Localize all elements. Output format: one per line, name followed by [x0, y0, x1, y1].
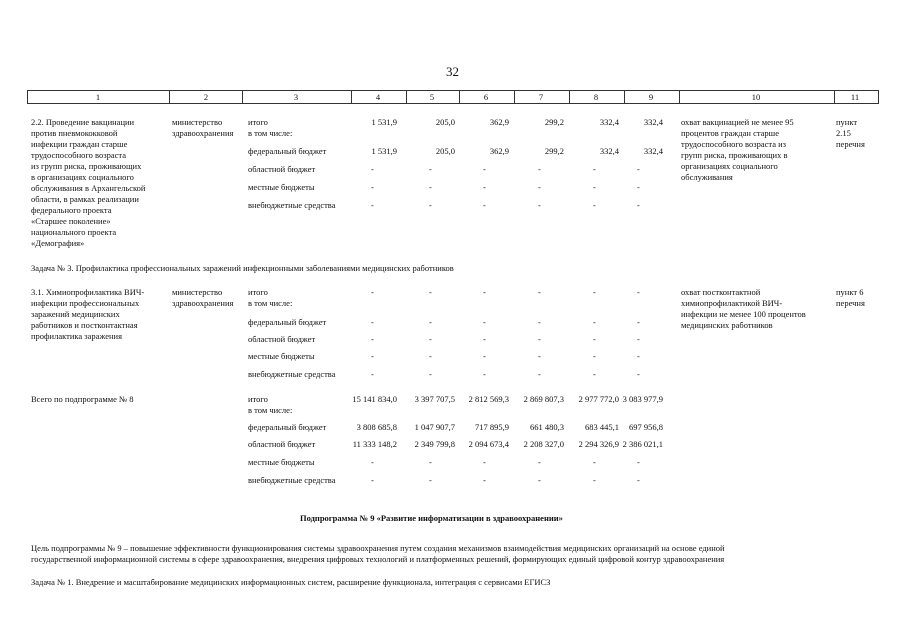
amount-cell: 332,4	[599, 117, 619, 127]
amount-cell: -	[538, 317, 541, 327]
amount-cell: -	[637, 475, 640, 485]
amount-cell: -	[371, 369, 374, 379]
col-number-5: 5	[429, 92, 435, 102]
amount-cell: 717 895,9	[475, 422, 509, 432]
amount-cell: -	[371, 334, 374, 344]
amount-cell: 299,2	[544, 146, 564, 156]
amount-cell: -	[593, 182, 596, 192]
amount-cell: -	[429, 334, 432, 344]
row-3-1-source-extra: внебюджетные средства	[248, 369, 336, 379]
amount-cell: -	[538, 164, 541, 174]
table-header-row	[27, 90, 879, 104]
amount-cell: -	[538, 457, 541, 467]
amount-cell: -	[538, 475, 541, 485]
row-2-2-source-total: итого в том числе:	[248, 117, 293, 138]
amount-cell: -	[483, 351, 486, 361]
amount-cell: -	[429, 287, 432, 297]
row-3-1-executor: министерство здравоохранения	[172, 287, 234, 308]
amount-cell: 2 977 772,0	[578, 394, 619, 404]
total-source-federal: федеральный бюджет	[248, 422, 327, 432]
row-2-2-source-federal: федеральный бюджет	[248, 146, 327, 156]
amount-cell: 205,0	[435, 146, 455, 156]
amount-cell: 661 480,3	[530, 422, 564, 432]
amount-cell: -	[538, 334, 541, 344]
amount-cell: -	[429, 200, 432, 210]
subprogram-8-total-label: Всего по подпрограмме № 8	[31, 394, 134, 404]
amount-cell: -	[593, 164, 596, 174]
amount-cell: -	[429, 317, 432, 327]
amount-cell: -	[637, 287, 640, 297]
amount-cell: 3 808 685,8	[356, 422, 397, 432]
amount-cell: -	[538, 287, 541, 297]
amount-cell: -	[483, 334, 486, 344]
total-source-extra: внебюджетные средства	[248, 475, 336, 485]
amount-cell: -	[371, 475, 374, 485]
amount-cell: -	[538, 369, 541, 379]
row-2-2-executor: министерство здравоохранения	[172, 117, 234, 138]
row-3-1-name: 3.1. Химиопрофилактика ВИЧ- инфекции профессиональных заражений медицинских работников и постконтактная профилактика заражения	[31, 287, 145, 341]
amount-cell: -	[593, 457, 596, 467]
amount-cell: -	[429, 457, 432, 467]
amount-cell: -	[429, 351, 432, 361]
task-3-heading: Задача № 3. Профилактика профессиональных заражений инфекционными заболеваниями медицинских работников	[31, 263, 454, 273]
amount-cell: 11 333 148,2	[352, 439, 397, 449]
row-3-1-source-regional: областной бюджет	[248, 334, 316, 344]
amount-cell: -	[637, 317, 640, 327]
row-3-1-result: охват постконтактной химиопрофилактикой ВИЧ- инфекции не менее 100 процентов медицинских работников	[681, 287, 806, 330]
amount-cell: 205,0	[435, 117, 455, 127]
col-number-9: 9	[648, 92, 654, 102]
amount-cell: -	[637, 164, 640, 174]
col-number-11: 11	[850, 92, 860, 102]
amount-cell: -	[483, 369, 486, 379]
amount-cell: -	[593, 475, 596, 485]
amount-cell: -	[593, 200, 596, 210]
row-2-2-source-extra: внебюджетные средства	[248, 200, 336, 210]
amount-cell: 683 445,1	[585, 422, 619, 432]
total-source-total: итого в том числе:	[248, 394, 293, 415]
amount-cell: -	[483, 200, 486, 210]
amount-cell: -	[637, 200, 640, 210]
col-number-3: 3	[293, 92, 299, 102]
row-2-2-source-regional: областной бюджет	[248, 164, 316, 174]
amount-cell: -	[371, 351, 374, 361]
row-3-1-reference: пункт 6 перечня	[836, 287, 865, 308]
amount-cell: 3 083 977,9	[622, 394, 663, 404]
amount-cell: -	[371, 164, 374, 174]
amount-cell: 362,9	[489, 117, 509, 127]
subprogram-9-goal: Цель подпрограммы № 9 – повышение эффективности функционирования системы здравоохранения путем создания механизмов взаимодействия медицинских организаций на основе единой государственной информационной системы в сфере здравоохранения, внедрения цифровых технологий и платформенных решений, формирующих единый цифровой контур здравоохранения	[31, 543, 725, 564]
amount-cell: -	[429, 369, 432, 379]
row-3-1-source-total: итого в том числе:	[248, 287, 293, 308]
amount-cell: 3 397 707,5	[414, 394, 455, 404]
amount-cell: 1 531,9	[371, 146, 397, 156]
row-3-1-source-local: местные бюджеты	[248, 351, 315, 361]
amount-cell: 2 349 799,8	[414, 439, 455, 449]
amount-cell: -	[429, 182, 432, 192]
amount-cell: -	[637, 369, 640, 379]
amount-cell: 332,4	[643, 146, 663, 156]
col-number-2: 2	[203, 92, 209, 102]
row-2-2-reference: пункт 2.15 перечня	[836, 117, 865, 149]
amount-cell: -	[371, 457, 374, 467]
amount-cell: 697 956,8	[629, 422, 663, 432]
subprogram-9-task-1: Задача № 1. Внедрение и масштабирование медицинских информационных систем, расширение функционала, интеграция с сервисами ЕГИСЗ	[31, 577, 551, 587]
row-2-2-result: охват вакцинацией не менее 95 процентов граждан старше трудоспособного возраста из групп риска, проживающих в организациях социального обслуживания	[681, 117, 794, 182]
amount-cell: 2 869 807,3	[523, 394, 564, 404]
amount-cell: 1 047 907,7	[414, 422, 455, 432]
amount-cell: -	[483, 457, 486, 467]
amount-cell: -	[538, 351, 541, 361]
amount-cell: -	[483, 182, 486, 192]
amount-cell: -	[593, 334, 596, 344]
amount-cell: 2 094 673,4	[468, 439, 509, 449]
amount-cell: 2 812 569,3	[468, 394, 509, 404]
amount-cell: 332,4	[643, 117, 663, 127]
amount-cell: -	[371, 317, 374, 327]
amount-cell: -	[593, 287, 596, 297]
amount-cell: -	[371, 182, 374, 192]
amount-cell: -	[429, 164, 432, 174]
subprogram-9-title: Подпрограмма № 9 «Развитие информатизации в здравоохранении»	[300, 513, 563, 523]
row-2-2-source-local: местные бюджеты	[248, 182, 315, 192]
page-number: 32	[446, 64, 459, 79]
col-number-6: 6	[483, 92, 489, 102]
amount-cell: -	[483, 475, 486, 485]
col-number-1: 1	[95, 92, 101, 102]
amount-cell: -	[483, 287, 486, 297]
col-number-8: 8	[593, 92, 599, 102]
amount-cell: -	[483, 164, 486, 174]
row-2-2-name: 2.2. Проведение вакцинации против пневмококковой инфекции граждан старше трудоспособного возраста из групп риска, проживающих в организациях социального обслуживания в Архангельской области, в рамках реализации федерального проекта «Старшее поколение» национального проекта «Демография»	[31, 117, 146, 248]
amount-cell: 332,4	[599, 146, 619, 156]
amount-cell: 299,2	[544, 117, 564, 127]
amount-cell: -	[538, 200, 541, 210]
amount-cell: 362,9	[489, 146, 509, 156]
amount-cell: -	[593, 369, 596, 379]
amount-cell: -	[637, 351, 640, 361]
amount-cell: -	[593, 317, 596, 327]
amount-cell: -	[593, 351, 596, 361]
row-3-1-source-federal: федеральный бюджет	[248, 317, 327, 327]
amount-cell: -	[538, 182, 541, 192]
amount-cell: 15 141 834,0	[352, 394, 397, 404]
amount-cell: -	[371, 287, 374, 297]
total-source-local: местные бюджеты	[248, 457, 315, 467]
amount-cell: -	[371, 200, 374, 210]
total-source-regional: областной бюджет	[248, 439, 316, 449]
col-number-10: 10	[751, 92, 761, 102]
amount-cell: 1 531,9	[371, 117, 397, 127]
col-number-4: 4	[375, 92, 381, 102]
amount-cell: -	[637, 457, 640, 467]
amount-cell: 2 208 327,0	[523, 439, 564, 449]
amount-cell: -	[637, 182, 640, 192]
amount-cell: -	[429, 475, 432, 485]
col-number-7: 7	[538, 92, 544, 102]
amount-cell: -	[483, 317, 486, 327]
amount-cell: -	[637, 334, 640, 344]
amount-cell: 2 294 326,9	[578, 439, 619, 449]
amount-cell: 2 386 021,1	[622, 439, 663, 449]
